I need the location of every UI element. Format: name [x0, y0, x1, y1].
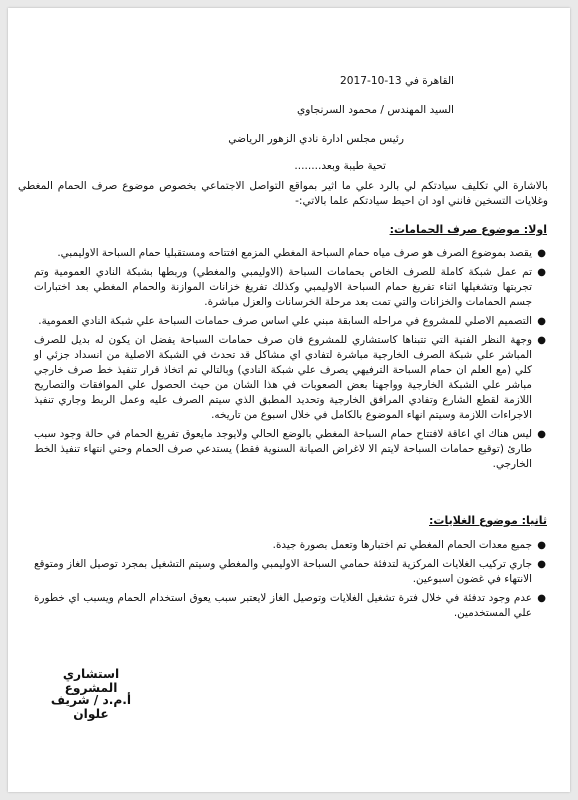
list-item: ● جميع معدات الحمام المغطي تم اختبارها وتعمل بصورة جيدة. — [272, 539, 546, 551]
list-item: ● عدم وجود تدفئة في خلال فترة تشغيل الغلايات وتوصيل الغاز لايعتبر سبب يعوق استخدام الحمام ويسبب اي خطورة علي المستخدمين. — [34, 592, 546, 619]
bullet-icon: ● — [537, 429, 546, 440]
list-item: ● جاري تركيب الغلايات المركزية لتدفئة حمامي السباحة الاوليمبي والمغطي وسيتم التشغيل بمجرد توصيل الغاز ومتوقع الانتهاء في غضون اسبوعين. — [34, 558, 546, 585]
signature-name: أ.م.د / شريف علوان — [50, 693, 132, 721]
greeting: تحية طيبة وبعد........ — [294, 160, 386, 172]
recipient-name: السيد المهندس / محمود السرنجاوي — [296, 104, 454, 116]
bullet-icon: ● — [537, 267, 546, 278]
list-item: ● يقصد بموضوع الصرف هو صرف مياه حمام السباحة المغطي المزمع افتتاحه ومستقبليا حمام السباحة الاوليمبي. — [57, 247, 546, 259]
bullet-icon: ● — [537, 559, 546, 570]
list-item: ● وجهة النظر الفنية التي تتبناها كاستشاري للمشروع فان صرف حمامات السباحة يفضل ان يكون له بديل للصرف المباشر علي شبكة الصرف الخارجية مباشرة لتفادي اي مشاكل قد تحدث في الشبكة الاصلية من انسداد جزئي او كلي (مع العلم ان حمام السباحة الترفيهي يصرف علي شبكة النادي) وبالتالي تم اتخاذ قرار تنفيذ خط صرف خارجي مباشر علي الشبكة الخارجية وواجهنا بعض الصعوبات في هذا الشان من حيث الحصول علي الموافقات والتصاريح اللازمة لقطع الشارع وتفادي المرافق الخارجية وتحديد المطبق الذي سيتم الصرف عليه وعمل الربط وجاري تنفيذ الاجراءات اللازمة وسيتم انهاء الموضوع بالكامل في خلال اسبوع من تاريخه. — [34, 334, 546, 421]
bullet-icon: ● — [537, 593, 546, 604]
list-item: ● التصميم الاصلي للمشروع في مراحله السابقة مبني علي اساس صرف حمامات السباحة علي شبكة النادي العمومية. — [38, 315, 546, 327]
intro-paragraph: بالاشارة الي تكليف سيادتكم لي بالرد علي ما اثير بمواقع التواصل الاجتماعي بخصوص موضوع صرف الحمام المغطي وغلايات التسخين فانني اود ان احيط سيادتكم علما بالاتي:- — [18, 180, 548, 207]
recipient-title: رئيس مجلس ادارة نادي الزهور الرياضي — [228, 133, 404, 145]
bullet-icon: ● — [537, 248, 546, 259]
bullet-icon: ● — [537, 540, 546, 551]
boilers-list — [34, 538, 548, 625]
bullet-icon: ● — [537, 335, 546, 346]
section-heading-drainage: اولا: موضوع صرف الحمامات: — [389, 223, 547, 236]
signature-title: استشاري المشروع — [62, 667, 120, 695]
bullet-icon: ● — [537, 316, 546, 327]
section-heading-boilers: ثانيا: موضوع الغلايات: — [429, 514, 547, 527]
list-item: ● ليس هناك اي اعاقة لافتتاح حمام السباحة المغطي بالوضع الحالي ولايوجد مايعوق تفريغ الحمام في حالة وجود سبب طارئ (توقيع حمامات السباحة لايتم الا لاغراض الصيانة السنوية فقط) يستدعي صرف الحمام وحتي انتهاء تنفيذ الخط الخارجي. — [34, 428, 546, 470]
letter-page — [8, 8, 570, 792]
list-item: ● تم عمل شبكة كاملة للصرف الخاص بحمامات السباحة (الاوليمبي والمغطي) وربطها بشبكة النادي العمومية وتم تجربتها وتشغيلها اثناء تفريغ حمام السباحة الاوليمبي وكذلك تفريغ خزانات الموازنة والحمام المغطي بعد اختبارات جسم الحمامات والخزانات والتي تمت بعد مرحلة الخرسانات والعزل مباشرة. — [34, 266, 546, 308]
letter-date: القاهرة في 13-10-2017 — [340, 75, 454, 87]
drainage-list — [34, 246, 548, 476]
